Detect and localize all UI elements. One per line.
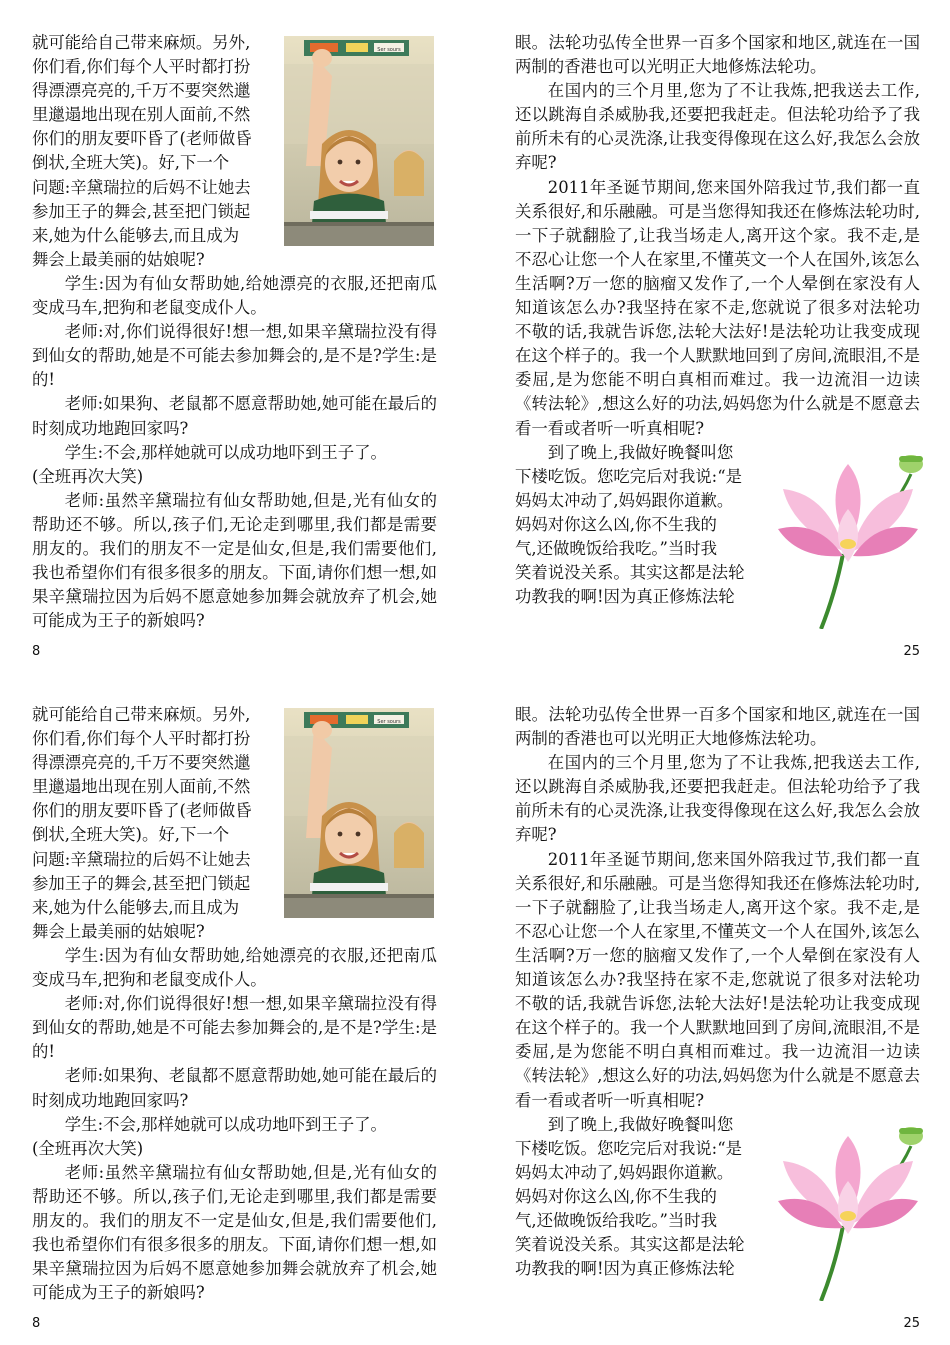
paragraph: 学生:因为有仙女帮助她,给她漂亮的衣服,还把南瓜变成马车,把狗和老鼠变成仆人。 — [32, 945, 437, 990]
classroom-girl-photo — [284, 36, 434, 246]
paragraph: 在国内的三个月里,您为了不让我炼,把我送去工作,还以跳海自杀威胁我,还要把我赶走。但法轮功给予了我前所未有的心灵洗涤,让我变得像现在这么好,我怎么会放弃呢? — [515, 81, 920, 173]
closing-line: 到了晚上,我做好晚餐叫您 — [547, 1114, 734, 1134]
paragraph: 眼。法轮功弘传全世界一百多个国家和地区,就连在一国两制的香港也可以光明正大地修炼法轮功。 — [515, 33, 920, 77]
spread-sheet — [0, 672, 950, 1344]
intro-line: 你们的朋友要吓昏了(老师做昏 — [32, 801, 252, 821]
paragraph: (全班再次大笑) — [32, 1138, 144, 1158]
intro-line: 来,她为什么能够去,而且成为 — [32, 897, 240, 917]
page-number: 25 — [903, 644, 920, 659]
paragraph: 学生:因为有仙女帮助她,给她漂亮的衣服,还把南瓜变成马车,把狗和老鼠变成仆人。 — [32, 273, 437, 318]
intro-line: 你们看,你们每个人平时都打扮 — [32, 729, 251, 749]
intro-line: 倒状,全班大笑)。好,下一个 — [32, 153, 230, 173]
paragraph: 眼。法轮功弘传全世界一百多个国家和地区,就连在一国两制的香港也可以光明正大地修炼法轮功。 — [515, 705, 920, 749]
lotus-flower-illustration — [773, 1116, 923, 1301]
closing-line: 功教我的啊!因为真正修炼法轮 — [515, 587, 735, 607]
closing-line: 功教我的啊!因为真正修炼法轮 — [515, 1259, 735, 1279]
intro-line: 舞会上最美丽的姑娘呢? — [32, 921, 205, 941]
spread-sheet — [0, 0, 950, 672]
intro-line: 就可能给自己带来麻烦。另外, — [32, 33, 251, 52]
closing-line: 妈妈太冲动了,妈妈跟你道歉。 — [515, 1162, 734, 1182]
paragraph: 老师:如果狗、老鼠都不愿意帮助她,她可能在最后的时刻成功地跑回家吗? — [32, 394, 437, 438]
closing-line: 妈妈对你这么凶,你不生我的 — [515, 1186, 717, 1206]
intro-line: 倒状,全班大笑)。好,下一个 — [32, 825, 230, 845]
intro-line: 来,她为什么能够去,而且成为 — [32, 225, 240, 245]
intro-line: 里邋遢地出现在别人面前,不然 — [32, 777, 251, 797]
paragraph: 老师:对,你们说得很好!想一想,如果辛黛瑞拉没有得到仙女的帮助,她是不可能去参加舞会的,是不是?学生:是的! — [32, 322, 437, 390]
paragraph: 老师:如果狗、老鼠都不愿意帮助她,她可能在最后的时刻成功地跑回家吗? — [32, 1066, 437, 1110]
intro-line: 就可能给自己带来麻烦。另外, — [32, 705, 251, 724]
closing-line: 笑着说没关系。其实这都是法轮 — [515, 1235, 745, 1255]
photo-sign-text: Ser sours — [377, 47, 401, 53]
page-number: 8 — [32, 644, 41, 659]
intro-line: 得漂漂亮亮的,千万不要突然邋 — [32, 81, 251, 101]
classroom-girl-illustration — [284, 36, 434, 246]
right-page — [515, 672, 920, 1344]
closing-line: 妈妈对你这么凶,你不生我的 — [515, 514, 717, 534]
page-number: 8 — [32, 1316, 41, 1331]
paragraph: 在国内的三个月里,您为了不让我炼,把我送去工作,还以跳海自杀威胁我,还要把我赶走。但法轮功给予了我前所未有的心灵洗涤,让我变得像现在这么好,我怎么会放弃呢? — [515, 753, 920, 845]
paragraph: 学生:不会,那样她就可以成功地吓到王子了。 — [64, 442, 387, 462]
closing-line: 下楼吃饭。您吃完后对我说:“是 — [515, 466, 742, 486]
intro-line: 问题:辛黛瑞拉的后妈不让她去 — [32, 849, 251, 869]
closing-line: 下楼吃饭。您吃完后对我说:“是 — [515, 1138, 742, 1158]
closing-line: 妈妈太冲动了,妈妈跟你道歉。 — [515, 490, 734, 510]
intro-line: 里邋遢地出现在别人面前,不然 — [32, 105, 251, 125]
intro-line: 参加王子的舞会,甚至把门锁起 — [32, 201, 251, 221]
left-page — [32, 672, 437, 1344]
intro-line: 舞会上最美丽的姑娘呢? — [32, 249, 205, 269]
left-page — [32, 0, 437, 672]
page-number: 25 — [903, 1316, 920, 1331]
photo-sign-text: Ser sours — [377, 719, 401, 725]
classroom-girl-illustration — [284, 708, 434, 918]
closing-line: 气,还做晚饭给我吃。”当时我 — [515, 538, 718, 558]
paragraph: 老师:虽然辛黛瑞拉有仙女帮助她,但是,光有仙女的帮助还不够。所以,孩子们,无论走到哪里,我们都是需要朋友的。我们的朋友不一定是仙女,但是,我们需要他们,我也希望你们有很多很多的朋友。下面,请你们想一想,如果辛黛瑞拉因为后妈不愿意她参加舞会就放弃了机会,她可能成为王子的新娘吗? — [32, 490, 437, 631]
paragraph: 2011年圣诞节期间,您来国外陪我过节,我们都一直关系很好,和乐融融。可是当您得知我还在修炼法轮功时,一下子就翻脸了,让我当场走人,离开这个家。我不走,是不忍心让您一个人在家里,不懂英文一个人在国外,该怎么生活啊?万一您的脑瘤又发作了,一个人晕倒在家没有人知道该怎么办?我坚持在家不走,您就说了很多对法轮功不敬的话,我就告诉您,法轮大法好!是法轮功让我变成现在这个样子的。我一个人默默地回到了房间,流眼泪,不是委屈,是为您能不明白真相而难过。我一边流泪一边读《转法轮》,想这么好的功法,妈妈您为什么就是不愿意去看一看或者听一听真相呢? — [515, 849, 920, 1110]
intro-line: 你们的朋友要吓昏了(老师做昏 — [32, 129, 252, 149]
closing-line: 气,还做晚饭给我吃。”当时我 — [515, 1210, 718, 1230]
paragraph: 老师:虽然辛黛瑞拉有仙女帮助她,但是,光有仙女的帮助还不够。所以,孩子们,无论走到哪里,我们都是需要朋友的。我们的朋友不一定是仙女,但是,我们需要他们,我也希望你们有很多很多的朋友。下面,请你们想一想,如果辛黛瑞拉因为后妈不愿意她参加舞会就放弃了机会,她可能成为王子的新娘吗? — [32, 1162, 437, 1303]
intro-line: 得漂漂亮亮的,千万不要突然邋 — [32, 753, 251, 773]
paragraph: 老师:对,你们说得很好!想一想,如果辛黛瑞拉没有得到仙女的帮助,她是不可能去参加舞会的,是不是?学生:是的! — [32, 994, 437, 1062]
intro-line: 问题:辛黛瑞拉的后妈不让她去 — [32, 177, 251, 197]
closing-line: 笑着说没关系。其实这都是法轮 — [515, 563, 745, 583]
intro-line: 你们看,你们每个人平时都打扮 — [32, 57, 251, 77]
paragraph: (全班再次大笑) — [32, 466, 144, 486]
intro-line: 参加王子的舞会,甚至把门锁起 — [32, 873, 251, 893]
right-page — [515, 0, 920, 672]
paragraph: 学生:不会,那样她就可以成功地吓到王子了。 — [64, 1114, 387, 1134]
paragraph: 2011年圣诞节期间,您来国外陪我过节,我们都一直关系很好,和乐融融。可是当您得知我还在修炼法轮功时,一下子就翻脸了,让我当场走人,离开这个家。我不走,是不忍心让您一个人在家里,不懂英文一个人在国外,该怎么生活啊?万一您的脑瘤又发作了,一个人晕倒在家没有人知道该怎么办?我坚持在家不走,您就说了很多对法轮功不敬的话,我就告诉您,法轮大法好!是法轮功让我变成现在这个样子的。我一个人默默地回到了房间,流眼泪,不是委屈,是为您能不明白真相而难过。我一边流泪一边读《转法轮》,想这么好的功法,妈妈您为什么就是不愿意去看一看或者听一听真相呢? — [515, 177, 920, 438]
classroom-girl-photo — [284, 708, 434, 918]
lotus-flower-illustration — [773, 444, 923, 629]
closing-line: 到了晚上,我做好晚餐叫您 — [547, 442, 734, 462]
